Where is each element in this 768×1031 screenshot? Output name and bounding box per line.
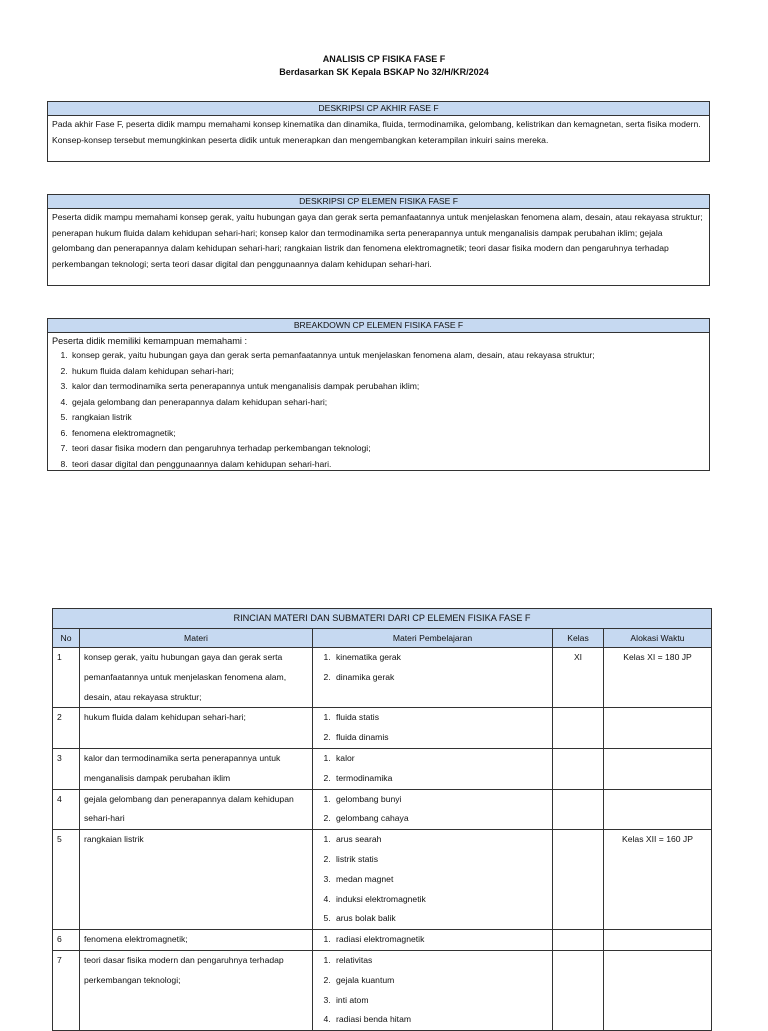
row-kelas (553, 748, 604, 789)
breakdown-item: 7. teori dasar fisika modern dan pengaruhnya terhadap perkembangan teknologi; (70, 441, 705, 457)
breakdown-item: 8. teori dasar digital dan penggunaannya dalam kehidupan sehari-hari. (70, 457, 705, 473)
sub-item: 4. radiasi benda hitam (333, 1010, 548, 1030)
row-kelas: XI (553, 648, 604, 708)
row-pembelajaran (313, 789, 553, 830)
row-materi: rangkaian listrik (80, 830, 313, 930)
row-no: 7 (53, 950, 80, 1030)
breakdown-list (48, 348, 709, 472)
col-header-kelas: Kelas (553, 629, 604, 648)
row-no: 6 (53, 930, 80, 951)
row-materi: kalor dan termodinamika serta penerapannya untuk menganalisis dampak perubahan iklim (80, 748, 313, 789)
row-no: 3 (53, 748, 80, 789)
col-header-materi: Materi (80, 629, 313, 648)
row-no: 4 (53, 789, 80, 830)
table-row (53, 830, 712, 930)
sub-item: 4. induksi elektromagnetik (333, 890, 548, 910)
row-materi: gejala gelombang dan penerapannya dalam kehidupan sehari-hari (80, 789, 313, 830)
table-row (53, 950, 712, 1030)
sub-item: 1. kalor (333, 749, 548, 769)
row-alokasi (604, 789, 712, 830)
table-row (53, 930, 712, 951)
row-no: 5 (53, 830, 80, 930)
row-pembelajaran (313, 748, 553, 789)
deskripsi-elemen-text: Peserta didik mampu memahami konsep gerak, yaitu hubungan gaya dan gerak serta pemanfaatannya untuk menjelaskan fenomena alam, desain, atau rekayasa struktur; penerapan hukum fluida dalam kehidupan sehari-hari; konsep kalor dan termodinamika serta penerapannya untuk menganalisis dampak perubahan iklim; gejala gelombang dan penerapannya dalam kehidupan sehari-hari; rangkaian listrik dan fenomena elektromagnetik; teori dasar fisika modern dan pengaruhnya terhadap perkembangan teknologi; serta teori dasar digital dan penggunaannya dalam kehidupan sehari-hari. (52, 212, 703, 269)
row-materi: hukum fluida dalam kehidupan sehari-hari; (80, 708, 313, 749)
row-alokasi (604, 950, 712, 1030)
sub-item: 1. gelombang bunyi (333, 790, 548, 810)
sub-item: 2. termodinamika (333, 769, 548, 789)
sub-item: 2. dinamika gerak (333, 668, 548, 688)
document-subtitle: Berdasarkan SK Kepala BSKAP No 32/H/KR/2024 (279, 67, 489, 77)
sub-item: 1. radiasi elektromagnetik (333, 930, 548, 950)
row-materi: konsep gerak, yaitu hubungan gaya dan gerak serta pemanfaatannya untuk menjelaskan fenomena alam, desain, atau rekayasa struktur; (80, 648, 313, 708)
breakdown-item: 5. rangkaian listrik (70, 410, 705, 426)
deskripsi-elemen-heading: DESKRIPSI CP ELEMEN FISIKA FASE F (48, 195, 709, 209)
row-alokasi (604, 930, 712, 951)
sub-item: 1. arus searah (333, 830, 548, 850)
table-row (53, 708, 712, 749)
breakdown-item: 6. fenomena elektromagnetik; (70, 426, 705, 442)
breakdown-item: 4. gejala gelombang dan penerapannya dalam kehidupan sehari-hari; (70, 395, 705, 411)
row-kelas (553, 789, 604, 830)
sub-item: 3. inti atom (333, 991, 548, 1011)
row-no: 1 (53, 648, 80, 708)
table-row (53, 748, 712, 789)
sub-item: 1. kinematika gerak (333, 648, 548, 668)
sub-item: 5. arus bolak balik (333, 909, 548, 929)
row-pembelajaran (313, 648, 553, 708)
breakdown-heading: BREAKDOWN CP ELEMEN FISIKA FASE F (48, 319, 709, 333)
row-kelas (553, 708, 604, 749)
col-header-alokasi-waktu: Alokasi Waktu (604, 629, 712, 648)
row-kelas (553, 950, 604, 1030)
document-title: ANALISIS CP FISIKA FASE F (322, 54, 446, 64)
row-alokasi: Kelas XI = 180 JP (604, 648, 712, 708)
breakdown-item: 1. konsep gerak, yaitu hubungan gaya dan gerak serta pemanfaatannya untuk menjelaskan fenomena alam, desain, atau rekayasa struktur; (70, 348, 705, 364)
breakdown-box (47, 318, 710, 471)
breakdown-intro: Peserta didik memiliki kemampuan memahami : (52, 336, 248, 346)
deskripsi-akhir-text: Pada akhir Fase F, peserta didik mampu memahami konsep kinematika dan dinamika, fluida, termodinamika, gelombang, kelistrikan dan kemagnetan, serta fisika modern. Konsep-konsep tersebut memungkinkan peserta didik untuk menerapkan dan mengembangkan keterampilan inkuiri sains mereka. (52, 119, 701, 145)
deskripsi-elemen-box (47, 194, 710, 286)
row-materi: teori dasar fisika modern dan pengaruhnya terhadap perkembangan teknologi; (80, 950, 313, 1030)
row-pembelajaran (313, 830, 553, 930)
sub-item: 2. gelombang cahaya (333, 809, 548, 829)
table-row (53, 648, 712, 708)
sub-item: 1. relativitas (333, 951, 548, 971)
breakdown-item: 2. hukum fluida dalam kehidupan sehari-hari; (70, 364, 705, 380)
deskripsi-akhir-heading: DESKRIPSI CP AKHIR FASE F (48, 102, 709, 116)
row-kelas (553, 830, 604, 930)
sub-item: 2. gejala kuantum (333, 971, 548, 991)
rincian-table (52, 608, 712, 1031)
row-no: 2 (53, 708, 80, 749)
sub-item: 3. medan magnet (333, 870, 548, 890)
sub-item: 2. listrik statis (333, 850, 548, 870)
row-alokasi (604, 748, 712, 789)
col-header-materi-pembelajaran: Materi Pembelajaran (313, 629, 553, 648)
row-materi: fenomena elektromagnetik; (80, 930, 313, 951)
col-header-no: No (53, 629, 80, 648)
row-pembelajaran (313, 950, 553, 1030)
deskripsi-akhir-box (47, 101, 710, 162)
table-row (53, 789, 712, 830)
sub-item: 1. fluida statis (333, 708, 548, 728)
rincian-caption: RINCIAN MATERI DAN SUBMATERI DARI CP ELEMEN FISIKA FASE F (53, 609, 712, 629)
sub-item: 2. fluida dinamis (333, 728, 548, 748)
row-pembelajaran (313, 708, 553, 749)
row-alokasi: Kelas XII = 160 JP (604, 830, 712, 930)
breakdown-item: 3. kalor dan termodinamika serta penerapannya untuk menganalisis dampak perubahan iklim; (70, 379, 705, 395)
row-kelas (553, 930, 604, 951)
row-alokasi (604, 708, 712, 749)
row-pembelajaran (313, 930, 553, 951)
